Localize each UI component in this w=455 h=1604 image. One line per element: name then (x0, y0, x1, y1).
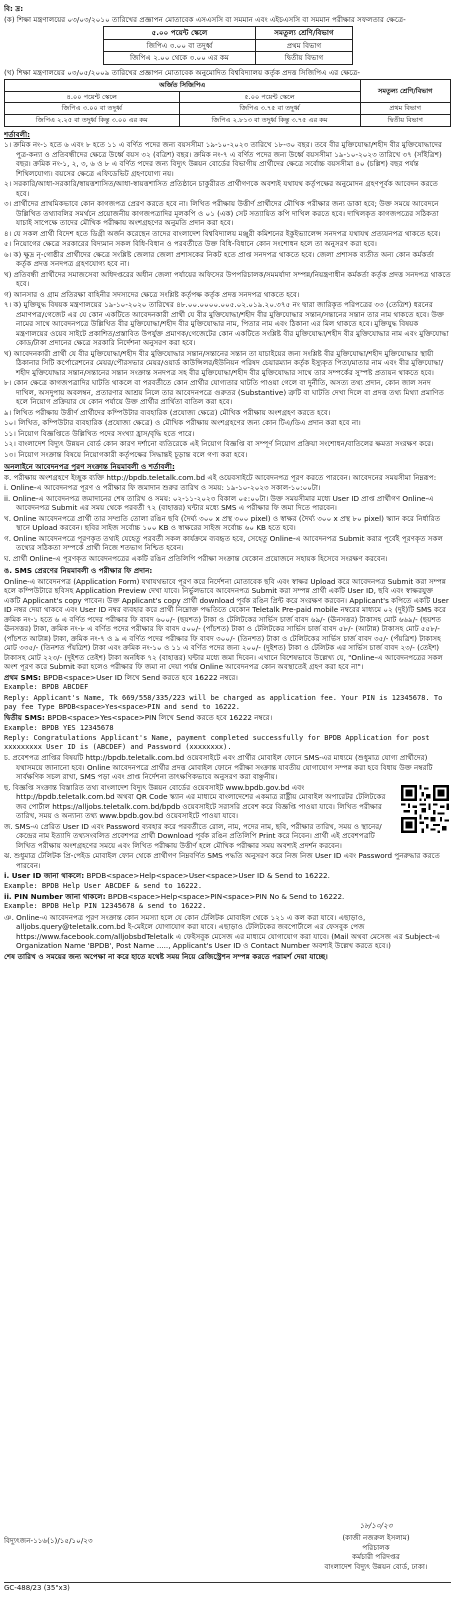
job-circular-page (4, 4, 451, 1596)
admit-download-notice: জ. SMS-এ প্রেরিত User ID এবং Password ব্যবহার করে পরবর্তীতে রোল, নাম, পদের নাম, ছবি, পরীক্ষার তারিখ, সময় ও স্থানের/কেন্দ্রের নাম ইত্যাদি তথ্যসংবলিত প্রবেশপত্র প্রার্থী Download পূর্বক রঙিন প্রতিলিপি Print করে নিবেন। প্রার্থী এই প্রবেশপত্রটি লিখিত পরীক্ষায় অংশগ্রহণের সময়ে এবং লিখিত পরীক্ষায় উত্তীর্ণ হলে মৌখিক পরীক্ষার সময় অবশ্যই প্রদর্শন করবেন। (4, 821, 382, 850)
sms-second-label: দ্বিতীয় SMS: (4, 713, 45, 723)
uid-recovery-label: i. User ID জানা থাকলে: (4, 871, 85, 881)
online-item: গ. Online আবেদনপত্রে পূরণকৃত তথ্যই যেহেতু পরবর্তী সকল কার্যক্রমে ব্যবহৃত হবে, সেহেতু Online-এ আবেদনপত্র Submit করার পূর্বেই পূরণকৃত সকল তথ্যের সঠিকতা সম্পর্কে প্রার্থী নিজে শতভাগ নিশ্চিত হবেন। (4, 533, 443, 553)
condition-item: ১২। বাংলাদেশ বিদ্যুৎ উন্নয়ন বোর্ড কোন কারণ দর্শানো ব্যতিরেকে এই নিয়োগ বিজ্ঞপ্তি বা সম্পূর্ণ নিয়োগ প্রক্রিয়া সংশোধন/বাতিলের ক্ষমতা সংরক্ষণ করে। (4, 439, 434, 449)
final-advice: শেষ তারিখ ও সময়ের জন্য অপেক্ষা না করে হাতে যথেষ্ট সময় নিয়ে রেজিস্ট্রেশন সম্পন্ন করতে পরামর্শ দেয়া যাচ্ছে। (4, 951, 328, 961)
online-item: ii. Online-এ আবেদনপত্র জমাদানের শেষ তারিখ ও সময়: ০২-১১-২০২৩ বিকাল ০৫:০০টা। উক্ত সময়সীমার মধ্যে User ID প্রাপ্ত প্রার্থীগণ Online-এ আবেদনপত্র Submit এর সময় থেকে পরবর্তী ৭২ (বাহাত্তর) ঘন্টার মধ্যে SMS এ পরীক্ষার ফি জমা দিতে পারবেন। (4, 493, 434, 513)
pin-recovery-command: BPDB<space>Help<space>PIN<space>PIN No & Send to 16222. (107, 891, 345, 901)
sms-reply-2: Reply: Congratulations Applicant's Name, payment completed successfully for BPDB Application for post xxxxxxxxx User ID is (ABCDEF) and Password (xxxxxxxx). (4, 733, 430, 751)
sms-instructions: Online-এ আবেদনপত্র (Application Form) যথাযথভাবে পূরণ করে নির্দেশনা মোতাবেক ছবি এবং স্বাক্ষর Upload করে আবেদনপত্র Submit করা সম্পন্ন হলে কম্পিউটারে ছবিসহ Application Preview দেখা যাবে। নির্ভুলভাবে আবেদনপত্র Submit করা সম্পন্ন প্রার্থী একটি User ID, ছবি এবং স্বাক্ষরযুক্ত একটি Applicant's copy পাবেন। উক্ত Applicant's copy প্রার্থী download পূর্বক রঙিন প্রিন্ট করে সংরক্ষণ করবেন। Applicant's কপিতে একটি User ID নম্বর দেয়া থাকবে এবং User ID নম্বর ব্যবহার করে প্রার্থী নিম্নোক্ত পদ্ধতিতে যেকোন Teletalk Pre-paid mobile নম্বরের মাধ্যমে ০২ (দুই)টি SMS করে ক্রমিক নং-১ হতে ৬ এ বর্ণিত পদের পরীক্ষার ফি বাবদ ৬০০/- (ছয়শত) টাকা ও টেলিটকের সার্ভিস চার্জ বাবদ ৬৯/- (ঊনসত্তর) টাকাসহ মোট ৬৬৯/- (ছয়শত ঊনসত্তর) টাকা, ক্রমিক নং-৮ এ বর্ণিত পদের পরীক্ষার ফি বাবদ ৫০০/- (পাঁচশত) টাকা ও টেলিটকের সার্ভিস চার্জ বাবদ ৫৮/- (আটান্ন) টাকাসহ মোট ৫৫৮/- (পাঁচশত আটান্ন) টাকা, ক্রমিক নং-৭ ও ৯ এ বর্ণিত পদের পরীক্ষার ফি বাবদ ৩০০/- (তিনশত) টাকা ও টেলিটকের সার্ভিস চার্জ বাবদ ৩৫/- (পঁয়ত্রিশ) টাকাসহ মোট ৩৩৫/- (তিনশত পঁয়ত্রিশ) টাকা এবং ক্রমিক নং-১০ ও ১১ এ বর্ণিত পদের জন্য ২০০/- (দুইশত) টাকা ও টেলিটক এর সার্ভিস চার্জ বাবদ ২৩/- (তেইশ) টাকাসহ মোট ২২৩/- (দুইশত তেইশ) টাকা অনধিক ৭২ (বাহাত্তর) ঘন্টার মধ্যে জমা দিবেন। এখানে বিশেষভাবে উল্লেখ্য যে, "Online-এ আবেদনপত্রের সকল অংশ পূরণ করে Submit করা হলেও পরীক্ষার ফি জমা না দেয়া পর্যন্ত Online আবেদনপত্র কোন অবস্থাতেই গ্রহণ করা হবে না"। (4, 576, 449, 672)
table2-header-scale5: ৫.০০ পয়েন্ট স্কেলে (179, 91, 360, 103)
sms-example-1: Example: BPDB ABCDEF (4, 683, 89, 692)
qr-code-icon[interactable] (401, 785, 449, 833)
signature-date: ১৮/১০/২৩ (359, 1521, 393, 1530)
online-section-title: অনলাইনে আবেদনপত্র পূরণ সংক্রান্ত নিয়মাবলী ও শর্তাবলী: (4, 462, 175, 472)
signatory-designation: পরিচালক (362, 1542, 390, 1552)
table2-header-equiv: সমতুল্য শ্রেণি/বিভাগ (360, 80, 451, 103)
support-contact: ঞ. Online-এ আবেদনপত্র পূরণ সংক্রান্ত কোন সমস্যা হলে যে কোন টেলিটক মোবাইল থেকে ১২১ এ কল করা যাবে। এছাড়াও, alljobs.query@teletalk.com.bd ই-মেইলে যোগাযোগ করা যাবে। এছাড়াও টেলিটকের জবপোর্টালে এর ফেসবুক পেজ https://www.facebook.com/alljobsbdTeletalk এ ফেইসবুক মেসেজ এর মাধ্যমে যোগাযোগ করা যাবে। (Mail অথবা মেসেজ এর Subject-এ Organization Name 'BPDB', Post Name ....., Applicant's User ID ও Contact Number অবশ্যই উল্লেখ করতে হবে।) (4, 912, 441, 951)
sms-first-label: প্রথম SMS: (4, 672, 41, 682)
condition-item: ২। সরকারি/আধা-সরকারি/স্বায়ত্তশাসিত/আধা-স্বায়ত্তশাসিত প্রতিষ্ঠানে চাকুরীরত প্রার্থীগণকে অবশ্যই যথাযথ কর্তৃপক্ষের অনুমোদন গ্রহণপূর্বক আবেদন করতে হবে। (4, 179, 438, 198)
uid-recovery-command: BPDB<space>Help<space>User<space>User ID & Send to 16222. (86, 871, 330, 881)
signature-block (301, 1521, 451, 1571)
condition-item: ১। ক্রমিক নং-১ হতে ৬ এবং ৮ হতে ১১ এ বর্ণিত পদের জন্য বয়সসীমা ১৯-১০-২০২৩ তারিখে ১৮-৩০ বছর। তবে বীর মুক্তিযোদ্ধা/শহীদ বীর মুক্তিযোদ্ধাদের পুত্র-কন্যা ও প্রতিবন্ধীদের ক্ষেত্রে উর্ধ্বে বয়স ৩২ (বত্রিশ) বছর। ক্রমিক নং-৭ এ বর্ণিত পদের জন্য উর্ধ্বে বয়সসীমা ১৯-১০-২০২৩ তারিখে ৩৭ (সাঁইত্রিশ) বছর। ক্রমিক নং-১, ২, ৩, ৬ ও ৮ এ বর্ণিত পদের জন্য বিদ্যুৎ উন্নয়ন বোর্ডের বিভাগীয় প্রার্থীদের ক্ষেত্রে সর্বোচ্চ বয়সসীমা ৪০ (চল্লিশ) বছর পর্যন্ত শিথিলযোগ্য। বয়সের ক্ষেত্রে এফিডেভিট গ্রহণযোগ্য নয়। (4, 140, 442, 178)
condition-item: গ) আনসার ও গ্রাম প্রতিরক্ষা বাহিনীর সদস্যদের ক্ষেত্রে সংশ্লিষ্ট কর্তৃপক্ষ কর্তৃক প্রদত্ত সনদপত্র থাকতে হবে। (4, 289, 300, 299)
conditions-title: শর্তাবলী: (4, 129, 31, 139)
table2-header-scale4: ৪.০০ পয়েন্ট স্কেলে (5, 91, 180, 103)
website-info (4, 783, 451, 821)
table-cell: জিপিএ ৩.৭৫ বা তদুর্ধ্ব (179, 103, 360, 115)
bottom-divider (4, 1582, 451, 1583)
table1-header-equiv: সমতুল্য শ্রেণি/বিভাগ (256, 27, 352, 40)
online-item: ক. পরীক্ষায় অংশগ্রহণে ইচ্ছুক ব্যক্তি http://bpdb.teletalk.com.bd এই ওয়েবসাইটে আবেদনপত্র পূরণ করতে পারবেন। আবেদনের সময়সীমা নিম্নরূপ: (4, 472, 437, 482)
condition-item: ১৩। নিয়োগ সংক্রান্ত বিষয়ে নিয়োগকারী কর্তৃপক্ষের সিদ্ধান্তই চূড়ান্ত বলে গণ্য করা হবে। (4, 449, 248, 459)
sms-reply-1: Reply: Applicant's Name, Tk 669/558/335/223 will be charged as application fee. Your PIN is 12345678. To pay fee Type BPDB<space>Yes<space>PIN and send to 16222. (4, 693, 443, 711)
table-cell: জিপিএ ৩.০০ বা তদুর্ধ্ব (103, 39, 256, 52)
cgpa-equivalence-table (4, 79, 451, 127)
condition-item: ৪। যে সকল প্রার্থী বিদেশ হতে ডিগ্রী অর্জন করেছেন তাদের বাংলাদেশ বিশ্ববিদ্যালয় মঞ্জুরী কমিশনের ইকুইভ্যালেন্স সনদপত্র যথাযথ প্রত্যয়নপত্র থাকতে হবে। (4, 228, 441, 238)
table-cell: প্রথম বিভাগ (256, 39, 352, 52)
admit-card-notice: চ. প্রবেশপত্র প্রাপ্তির বিষয়টি http://bpdb.teletalk.com.bd ওয়েবসাইটে এবং প্রার্থীর মোবাইল ফোনে SMS-এর মাধ্যমে (শুধুমাত্র যোগ্য প্রার্থীদের) যথাসময়ে জানানো হবে। Online আবেদনপত্রে প্রার্থীর প্রদত্ত মোবাইল ফোনে পরীক্ষা সংক্রান্ত যাবতীয় যোগাযোগ সম্পন্ন করা হবে বিধায় উক্ত নম্বরটি সার্বক্ষণিক সচল রাখা, SMS পড়া এবং প্রাপ্ত নির্দেশনা তাৎক্ষণিকভাবে অনুসরণ করা বাঞ্ছনীয়। (4, 753, 433, 782)
uid-recovery-example: Example: BPDB Help User ABCDEF & send to 16222. (4, 881, 203, 890)
condition-item: ১০। লিখিত, কম্পিউটার ব্যবহারিক (প্রযোজ্য ক্ষেত্রে) ও মৌখিক পরীক্ষায় অংশগ্রহণের জন্য কোন টিএ/ডিএ প্রদান করা হবে না। (4, 418, 361, 428)
signatory-org: বাংলাদেশ বিদ্যুৎ উন্নয়ন বোর্ড, ঢাকা। (324, 1561, 428, 1571)
table1-header-scale: ৫.০০ পয়েন্ট স্কেলে (103, 27, 256, 40)
condition-item: ১১। নিয়োগ বিজ্ঞপ্তিতে উল্লিখিত পদের সংখ্যা হ্রাস/বৃদ্ধি হতে পারে। (4, 428, 195, 438)
online-item: ঘ. প্রার্থী Online-এ পূরণকৃত আবেদনপত্রের একটি রঙিন প্রতিলিপি পরীক্ষা সংক্রান্ত যেকোন প্রয়োজনে সহায়ক হিসেবে সংরক্ষণ করবেন। (4, 553, 388, 563)
sms-example-2: Example: BPDB YES 12345678 (4, 723, 114, 732)
conditions-list (4, 140, 451, 459)
online-item: খ. Online আবেদনপত্রে প্রার্থী তার সম্প্রতি তোলা রঙিন ছবি (দৈর্ঘ্য ৩০০ x প্রস্থ ৩০০ pixel) ও স্বাক্ষর (দৈর্ঘ্য ৩০০ x প্রস্থ ৮০ pixel) স্ক্যান করে নির্ধারিত স্থানে Upload করবেন। ছবির সাইজ সর্বোচ্চ ১০০ KB ও স্বাক্ষরের সাইজ সর্বোচ্চ ৬০ KB হতে হবে। (4, 513, 441, 533)
condition-item: ৮। কোন ক্ষেত্রে কাগজপত্রাদির ঘাটতি থাকলে বা পরবর্তীতে কোন প্রার্থীর যোগ্যতার ঘাটতি পাওয়া গেলে বা দুর্নীতি, অসত্য তথ্য প্রদান, কোন জাল সনদ দাখিল, অসদুপায় অবলম্বন, প্রতারণার আশ্রয় নিলে তার আবেদনপত্রে গুরুতর (Substantive) ত্রুটি বা ঘাটতি দেখা দিলে বা প্রদত্ত তথ্য মিথ্যা প্রমাণিত হলে নিয়োগ প্রক্রিয়ার যে কোন পর্যায়ে উক্ত প্রার্থীর প্রার্থিতা বাতিল করা হবে। (4, 378, 444, 407)
condition-item: ৫। নিয়োগের ক্ষেত্রে সরকারের বিদ্যমান সকল বিধি-বিধান ও পরবর্তীতে উক্ত বিধি-বিধানে কোন সংশোধন হলে তা অনুসরণ করা হবে। (4, 239, 377, 249)
website-info-text: ছ. বিজ্ঞপ্তি সংক্রান্ত বিস্তারিত তথ্য বাংলাদেশ বিদ্যুৎ উন্নয়ন বোর্ডের ওয়েবসাইট www.bpdb.gov.bd এবং http://bpdb.teletalk.com.bd অথবা QR Code স্ক্যান এর মাধ্যমে বাংলাদেশের একমাত্র রাষ্ট্রীয় মোবাইল অপারেটর টেলিটকের জব পোর্টাল https://alljobs.teletalk.com.bd/bpdb ওয়েবসাইটে সরাসরি প্রবেশ করে বিজ্ঞপ্তি পাওয়া যাবে। লিখিত পরীক্ষার তারিখ, সময় ও অন্যান্য তথ্য www.bpdb.gov.bd ওয়েবসাইটে পাওয়া যাবে। (4, 782, 386, 821)
sms-second-command: BPDB<space>Yes<space>PIN লিখে Send করতে হবে 16222 নম্বরে। (47, 713, 273, 723)
online-instructions (4, 473, 451, 564)
table-cell: দ্বিতীয় বিভাগ (360, 115, 451, 127)
sms-section-title: ঙ. SMS প্রেরণের নিয়মাবলী ও পরীক্ষার ফি প্রদান: (4, 566, 153, 576)
table-cell: দ্বিতীয় বিভাগ (256, 52, 352, 65)
condition-item: ৯। লিখিত পরীক্ষায় উত্তীর্ণ প্রার্থীদের কম্পিউটার ব্যবহারিক (প্রযোজ্য ক্ষেত্রে) মৌখিক পরীক্ষায় অংশগ্রহণ করতে হবে। (4, 407, 331, 417)
table2-header-cgpa: অর্জিত সিজিপিএ (5, 80, 361, 92)
gc-reference: GC-488/23 (35"x3) (4, 1584, 70, 1592)
condition-item: খ) প্রতিবন্ধী প্রার্থীদের সমাজসেবা অধিদপ্তরের অধীন জেলা পর্যায়ের অফিসের উপপরিচালক/সমমর্যাদা সম্পন্ন/নিয়ন্ত্রণাধীন কর্মকর্তা কর্তৃক প্রদত্ত সনদপত্র থাকতে হবে। (4, 269, 451, 289)
recovery-notice: ঝ. শুধুমাত্র টেলিটক প্রি-পেইড মোবাইল ফোন থেকে প্রার্থীগণ নিম্নবর্ণিত SMS পদ্ধতি অনুসরণ করে নিজ নিজ User ID এবং Password পুনরুদ্ধার করতে পারবেন। (4, 851, 440, 870)
condition-item: ৩। প্রার্থীদের প্রাথমিকভাবে কোন কাগজপত্র প্রেরণ করতে হবে না। লিখিত পরীক্ষায় উত্তীর্ণ প্রার্থীদের মৌখিক পরীক্ষার জন্য ডাকা হবে; উক্ত সময়ে আবেদনে উল্লিখিত তথ্যাবলির সমর্থনে প্রয়োজনীয় কাগজপত্রাদির মূলকপি ও ০১ (এক) সেট সত্যায়িত কপি দাখিল করতে হবে। দাখিলকৃত কাগজপত্রের সঠিকতা যাচাই সাপেক্ষে তাদের মৌখিক পরীক্ষায় অংশগ্রহণের অনুমতি প্রদান করা হবে। (4, 199, 439, 228)
pin-recovery-example: Example: BPDB Help PIN 12345678 & send to 16222. (4, 902, 207, 911)
condition-item: ৬। ক) ক্ষুদ্র নৃ-গোষ্ঠীর প্রার্থীদের ক্ষেত্রে সংশ্লিষ্ট জেলার জেলা প্রশাসকের নিকট হতে প্রাপ্ত সনদপত্র থাকতে হবে। জেলা প্রশাসক ব্যতীত অন্য কোন কর্মকর্তা কর্তৃক প্রদত্ত সনদপত্র গ্রহণযোগ্য হবে না। (4, 249, 434, 269)
table-cell: জিপিএ ২.৮১৩ বা তদুর্ধ্ব কিন্তু ৩.৭৫ এর কম (179, 115, 360, 127)
table-cell: প্রথম বিভাগ (360, 103, 451, 115)
table-cell: জিপিএ ২.০০ থেকে ৩.০০ এর কম (103, 52, 256, 65)
table-cell: জিপিএ ২.২৫ বা তদুর্ধ্ব কিন্তু ৩.০০ এর কম (5, 115, 180, 127)
note-a: (ক) শিক্ষা মন্ত্রণালয়ের ০৩/০৩/২০১০ তারিখের প্রজ্ঞাপন মোতাবেক এসএসসি বা সমমান এবং এইচএসসি বা সমমান পরীক্ষার সফলতার ক্ষেত্রে- (4, 14, 406, 24)
memo-reference: বিদ্যুৎজন-১১৬(১)/১৫/১০/২৩ (4, 1536, 93, 1545)
note-b: (খ) শিক্ষা মন্ত্রণালয়ের ০৩/০৫/২০০৯ তারিখের প্রজ্ঞাপন মোতাবেক অনুমোদিত বিশ্ববিদ্যালয় কর্তৃক প্রদত্ত সিজিপিএ এর ক্ষেত্রে- (4, 67, 361, 77)
sms-first-command: BPDB<space>User ID লিখে Send করতে হবে 16222 নম্বরে। (43, 672, 238, 682)
signatory-name: (কাজী নজরুল ইসলাম) (342, 1533, 410, 1542)
signatory-office: কর্মচারী পরিদপ্তর (352, 1552, 400, 1561)
pin-recovery-label: ii. PIN Number জানা থাকলে: (4, 891, 106, 901)
condition-item: ৭। ক) মুক্তিযুদ্ধ বিষয়ক মন্ত্রণালয়ের ১৯-১০-২০২০ তারিখের ৪৮.০০.০০০০.০০৫.০২.০১৯.২০.৩৭৫ নং দ্বারা জারিকৃত পরিপত্রের ৩৩ (তেত্রিশ) ধরনের প্রমাণপত্র/গেজেট এর যে কোন একটিতে আবেদনকারী প্রার্থী যে বীর মুক্তিযোদ্ধা/শহীদ বীর মুক্তিযোদ্ধার সন্তান/সন্তানের সন্তান তার নাম থাকতে হবে। উক্ত নামের সাথে আবেদনপত্রে উল্লিখিত বীর মুক্তিযোদ্ধা/শহীদ বীর মুক্তিযোদ্ধার নাম, পিতার নাম এবং ঠিকানা এর মিল থাকতে হবে। মুক্তিযুদ্ধ বিষয়ক মন্ত্রণালয়ের ওয়েব সাইটে প্রকাশিত/প্রস্তাবিত উপর্যুক্ত প্রমাণক/গেজেটের কোন একটিতে সংশ্লিষ্ট বীর মুক্তিযোদ্ধা/শহীদ বীর মুক্তিযোদ্ধার নাম এবং মুক্তিযোদ্ধা কোড/টাকা প্রদানের ক্ষেত্রে সরকারি নির্দেশনা অনুসরণ করা হবে। (4, 300, 449, 348)
condition-item: খ) আবেদনকারী প্রার্থী যে বীর মুক্তিযোদ্ধা/শহীদ বীর মুক্তিযোদ্ধার সন্তান/সন্তানের সন্তান তা যাচাইয়ের জন্য সংশ্লিষ্ট বীর মুক্তিযোদ্ধা/শহীদ মুক্তিযোদ্ধার স্থায়ী ঠিকানার সিটি কর্পোরেশনের মেয়র/পৌরসভার মেয়র/ওয়ার্ড কাউন্সিলর/ইউনিয়ন পরিষদ চেয়ারম্যান কর্তৃক ইস্যুকৃত পিতা/মাতার নাম এবং বীর মুক্তিযোদ্ধা/শহীদ মুক্তিযোদ্ধার সন্তান/সন্তানের সন্তান সংক্রান্ত সনদপত্র সহ বীর মুক্তিযোদ্ধা/শহীদ বীর মুক্তিযোদ্ধার সাথে তার সম্পর্কের সুস্পষ্ট প্রত্যয়ন থাকতে হবে। (4, 348, 444, 377)
gpa-equivalence-table (103, 26, 353, 65)
table-cell: জিপিএ ৩.০০ বা তদুর্ধ্ব (5, 103, 180, 115)
note-title: বি: দ্র: (4, 4, 24, 13)
online-item: i. Online-এ আবেদনপত্র পূরণ ও পরীক্ষার ফি জমাদান শুরুর তারিখ ও সময়: ১৯-১০-২০২৩ সকাল-১০:০০টা। (4, 483, 321, 493)
